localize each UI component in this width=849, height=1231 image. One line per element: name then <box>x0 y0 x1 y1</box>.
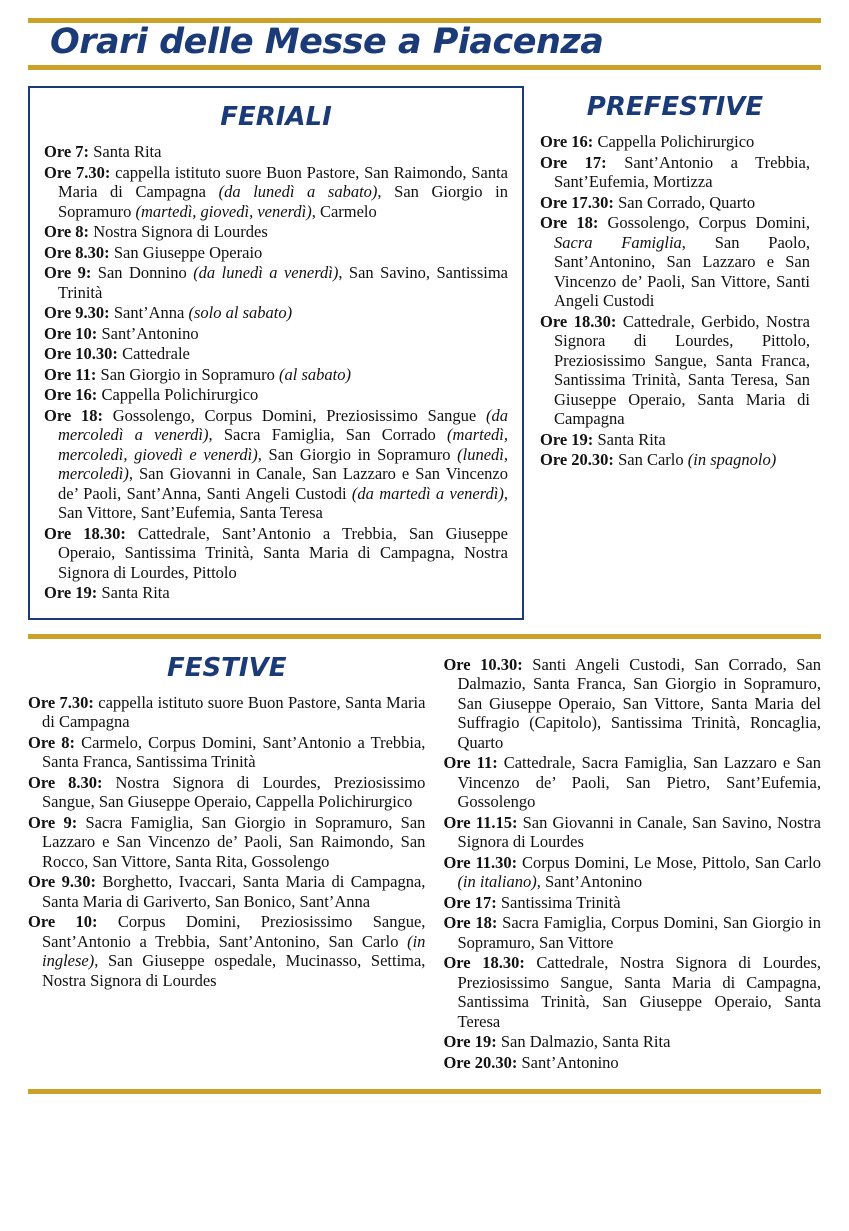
entry-churches: Santissima Trinità <box>496 892 621 912</box>
entry-churches: Nostra Signora di Lourdes <box>89 222 268 241</box>
feriali-entry <box>44 303 508 323</box>
feriali-entry <box>44 365 508 385</box>
festive-entry <box>443 753 821 812</box>
entry-hour: Ore 10: <box>44 323 98 343</box>
entry-churches: San Giuseppe Operaio <box>109 242 263 262</box>
entry-churches: Gossolengo, Corpus Domini, Preziosissimo Sangue (da mercoledì a venerdì), Sacra Famiglia, San Corrado (martedì, mercoledì, giovedì e venerdì), San Giorgio in Sopramuro (lunedì, mercoledì), San Giovanni in Canale, San Lazzaro e San Vincenzo de’ Paoli, Sant’Anna, Santi Angeli Custodi (da martedì a venerdì), San Vittore, Sant’Eufemia, Santa Teresa <box>58 405 508 522</box>
prefestive-entry <box>540 430 810 450</box>
feriali-entry <box>44 385 508 405</box>
festive-entry <box>443 893 821 913</box>
entry-hour: Ore 20.30: <box>443 1052 518 1072</box>
festive-entry <box>443 853 821 892</box>
festive-entry <box>28 773 425 812</box>
festive-entry <box>28 912 425 990</box>
entry-churches: Cattedrale, Nostra Signora di Lourdes, Preziosissimo Sangue, Santa Maria di Campagna, Santissima Trinità, San Giuseppe Operaio, Santa Teresa <box>457 953 821 1031</box>
feriali-entry <box>44 406 508 523</box>
feriali-section <box>28 86 524 620</box>
entry-hour: Ore 17.30: <box>540 192 614 212</box>
entry-hour: Ore 9.30: <box>28 872 97 891</box>
entry-hour: Ore 10.30: <box>443 654 523 674</box>
feriali-entry <box>44 163 508 222</box>
entry-churches: San Giovanni in Canale, San Savino, Nostra Signora di Lourdes <box>457 812 821 851</box>
entry-hour: Ore 9: <box>44 263 92 282</box>
title-bottom-rule <box>28 65 821 70</box>
entry-churches: Sant’Anna (solo al sabato) <box>109 303 293 322</box>
feriali-heading: FERIALI <box>220 102 332 132</box>
entry-hour: Ore 17: <box>443 892 497 912</box>
entry-churches: Santa Rita <box>89 142 162 161</box>
festive-right-column <box>443 649 821 1074</box>
prefestive-entry <box>540 193 810 213</box>
festive-entry <box>28 872 425 911</box>
entry-churches: San Donnino (da lunedì a venerdì), San Savino, Santissima Trinità <box>58 263 508 302</box>
entry-churches: Santi Angeli Custodi, San Corrado, San Dalmazio, Santa Franca, San Giorgio in Sopramuro, San Giuseppe Operaio, San Vittore, Santa Maria del Suffragio (Capitolo), Santissima Trinità, Roncaglia, Quarto <box>457 654 821 752</box>
mid-divider-rule <box>28 634 821 639</box>
entry-hour: Ore 9.30: <box>44 303 110 322</box>
entry-hour: Ore 20.30: <box>540 450 614 469</box>
entry-churches: Corpus Domini, Le Mose, Pittolo, San Carlo (in italiano), Sant’Antonino <box>457 852 821 891</box>
feriali-entry-list <box>44 142 508 603</box>
entry-hour: Ore 18: <box>443 913 498 932</box>
entry-churches: Cattedrale, Sacra Famiglia, San Lazzaro e San Vincenzo de’ Paoli, San Pietro, Sant’Eufemia, Gossolengo <box>457 753 821 811</box>
entry-hour: Ore 10.30: <box>44 344 118 363</box>
entry-churches: Santa Rita <box>97 583 170 602</box>
prefestive-entry <box>540 132 810 152</box>
prefestive-entry <box>540 450 810 470</box>
feriali-entry <box>44 142 508 162</box>
entry-churches: San Dalmazio, Santa Rita <box>496 1032 671 1051</box>
entry-churches: Santa Rita <box>593 429 666 449</box>
entry-churches: Sacra Famiglia, Corpus Domini, San Giorgio in Sopramuro, San Vittore <box>457 913 821 952</box>
entry-churches: Corpus Domini, Preziosissimo Sangue, Sant’Antonio a Trebbia, Sant’Antonino, San Carlo (in inglese), San Giuseppe ospedale, Mucinasso, Settima, Nostra Signora di Lourdes <box>42 912 426 990</box>
festive-entry <box>28 733 425 772</box>
page-title: Orari delle Messe a Piacenza <box>50 22 604 62</box>
festive-entry <box>28 693 425 732</box>
festive-left-entry-list <box>28 693 425 991</box>
festive-heading: FESTIVE <box>166 652 287 683</box>
feriali-entry <box>44 263 508 302</box>
entry-hour: Ore 18.30: <box>44 523 126 543</box>
entry-hour: Ore 18.30: <box>443 953 525 972</box>
entry-hour: Ore 19: <box>44 583 98 602</box>
entry-hour: Ore 8.30: <box>44 242 110 262</box>
entry-hour: Ore 7: <box>44 142 90 161</box>
entry-churches: San Carlo (in spagnolo) <box>613 450 777 469</box>
page-title-block <box>28 18 821 70</box>
entry-churches: Cappella Polichirurgico <box>97 385 259 404</box>
entry-hour: Ore 10: <box>28 912 98 931</box>
entry-hour: Ore 8: <box>28 732 76 752</box>
entry-churches: Carmelo, Corpus Domini, Sant’Antonio a Trebbia, Santa Franca, Santissima Trinità <box>42 732 426 771</box>
festive-right-entry-list <box>443 655 821 1073</box>
entry-churches: cappella istituto suore Buon Pastore, San Raimondo, Santa Maria di Campagna (da lunedì a sabato), San Giorgio in Sopramuro (martedì, giovedì, venerdì), Carmelo <box>58 162 508 221</box>
festive-entry <box>443 813 821 852</box>
festive-left-column <box>28 649 425 1074</box>
entry-hour: Ore 11: <box>44 364 97 384</box>
feriali-entry <box>44 324 508 344</box>
entry-churches: cappella istituto suore Buon Pastore, Santa Maria di Campagna <box>42 692 426 731</box>
entry-churches: Nostra Signora di Lourdes, Preziosissimo Sangue, San Giuseppe Operaio, Cappella Polichirurgico <box>42 772 426 811</box>
prefestive-entry-list <box>540 132 810 470</box>
feriali-entry <box>44 243 508 263</box>
entry-churches: Sacra Famiglia, San Giorgio in Sopramuro, San Lazzaro e San Vincenzo de’ Paoli, San Raimondo, San Rocco, San Vittore, Santa Rita, Gossolengo <box>42 812 426 871</box>
entry-churches: San Corrado, Quarto <box>613 192 756 212</box>
feriali-entry <box>44 222 508 242</box>
festive-entry <box>28 813 425 872</box>
festive-entry <box>443 1053 821 1073</box>
prefestive-entry <box>540 213 810 311</box>
bottom-divider-rule <box>28 1089 821 1094</box>
festive-entry <box>443 913 821 952</box>
festive-entry <box>443 953 821 1031</box>
entry-hour: Ore 7.30: <box>28 692 94 712</box>
entry-hour: Ore 18: <box>44 405 103 425</box>
mass-schedule-page <box>0 18 849 1231</box>
festive-entry <box>443 1032 821 1052</box>
feriali-entry <box>44 524 508 583</box>
entry-hour: Ore 8.30: <box>28 772 103 792</box>
festive-section <box>28 649 821 1074</box>
entry-churches: Cattedrale <box>117 344 190 363</box>
entry-hour: Ore 7.30: <box>44 162 111 182</box>
prefestive-entry <box>540 153 810 192</box>
entry-churches: Sant’Antonio a Trebbia, Sant’Eufemia, Mortizza <box>554 152 810 191</box>
prefestive-heading: PREFESTIVE <box>586 92 764 122</box>
entry-churches: Borghetto, Ivaccari, Santa Maria di Campagna, Santa Maria di Gariverto, San Bonico, Sant’Anna <box>42 872 426 911</box>
entry-churches: Cattedrale, Gerbido, Nostra Signora di Lourdes, Pittolo, Preziosissimo Sangue, Santa Franca, Santissima Trinità, Santa Teresa, San Giuseppe Operaio, Santa Maria di Campagna <box>554 311 810 428</box>
entry-hour: Ore 19: <box>540 429 594 449</box>
prefestive-entry <box>540 312 810 429</box>
entry-churches: Sant’Antonino <box>97 323 199 343</box>
entry-hour: Ore 16: <box>540 132 594 151</box>
entry-hour: Ore 11.15: <box>443 812 518 832</box>
entry-hour: Ore 18: <box>540 213 599 232</box>
entry-hour: Ore 8: <box>44 222 90 241</box>
upper-sections <box>28 86 821 620</box>
entry-churches: Gossolengo, Corpus Domini, Sacra Famiglia, San Paolo, Sant’Antonino, San Lazzaro e San Vincenzo de’ Paoli, San Vittore, Santi Angeli Custodi <box>554 213 810 310</box>
entry-hour: Ore 16: <box>44 385 98 404</box>
entry-hour: Ore 18.30: <box>540 311 617 331</box>
entry-churches: San Giorgio in Sopramuro (al sabato) <box>96 364 351 384</box>
prefestive-section <box>540 86 810 471</box>
entry-churches: Cattedrale, Sant’Antonio a Trebbia, San Giuseppe Operaio, Santissima Trinità, Santa Maria di Campagna, Nostra Signora di Lourdes, Pittolo <box>58 523 509 582</box>
feriali-entry <box>44 583 508 603</box>
entry-hour: Ore 17: <box>540 152 607 172</box>
entry-churches: Cappella Polichirurgico <box>593 132 755 151</box>
entry-hour: Ore 9: <box>28 812 78 832</box>
festive-entry <box>443 655 821 753</box>
entry-churches: Sant’Antonino <box>517 1052 619 1072</box>
entry-hour: Ore 19: <box>443 1032 497 1051</box>
feriali-entry <box>44 344 508 364</box>
entry-hour: Ore 11.30: <box>443 852 518 872</box>
entry-hour: Ore 11: <box>443 753 498 772</box>
